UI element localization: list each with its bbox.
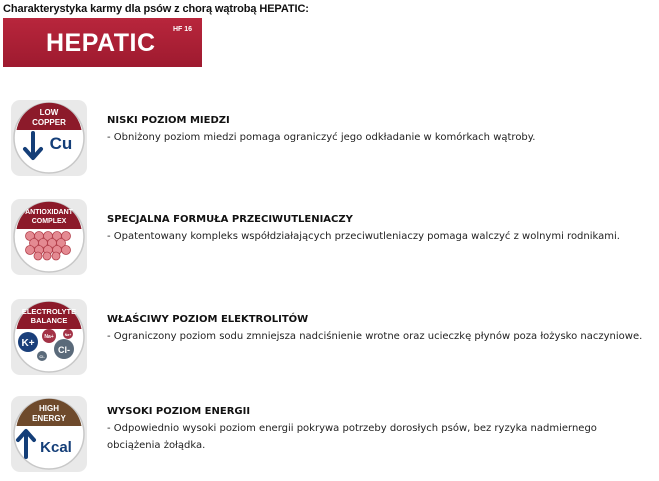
icon-label-bottom: ENERGY [32,414,66,423]
electrolyte-balance-icon [8,296,90,378]
feature-description: - Opatentowany kompleks współdziałających przeciwutleniaczy pomaga walczyć z wolnymi rodnikami. [107,231,620,242]
hepatic-banner [3,18,202,67]
feature-description: - Ograniczony poziom sodu zmniejsza nadciśnienie wrotne oraz ucieczkę płynów poza łożysko naczyniowe. [107,331,643,342]
icon-label-top: ELECTROLYTE [21,307,77,316]
high-energy-icon [8,393,90,475]
icon-ion-cl: Cl- [58,345,70,355]
feature-title: SPECJALNA FORMUŁA PRZECIWUTLENIACZY [107,214,353,225]
icon-ion-na: Na+ [44,334,54,340]
icon-label-bottom: COPPER [32,118,66,127]
icon-label-bottom: BALANCE [30,316,68,325]
icon-symbol: Kcal [40,439,72,456]
feature-title: WŁAŚCIWY POZIOM ELEKTROLITÓW [107,314,309,325]
feature-title: NISKI POZIOM MIEDZI [107,115,230,126]
feature-description: - Obniżony poziom miedzi pomaga ograniczyć jego odkładanie w komórkach wątroby. [107,132,536,143]
antioxidant-complex-icon [8,196,90,278]
icon-ion-na-small: Na+ [64,333,72,337]
banner-title: HEPATIC [46,29,156,57]
feature-description: - Odpowiednio wysoki poziom energii pokrywa potrzeby dorosłych psów, bez ryzyka nadmiernego obciążenia żołądka. [107,423,597,451]
feature-title: WYSOKI POZIOM ENERGII [107,406,251,417]
icon-ion-cl-small: Cl- [39,354,45,359]
low-copper-icon [8,97,90,179]
icon-symbol: Cu [49,134,73,153]
icon-ion-k: K+ [21,338,35,349]
icon-label-top: HIGH [39,404,59,413]
icon-label-top: LOW [39,108,59,117]
page-heading: Charakterystyka karmy dla psów z chorą wątrobą HEPATIC: [3,3,309,15]
icon-label-bottom: COMPLEX [31,218,67,225]
banner-code: HF 16 [173,26,193,33]
icon-label-top: ANTIOXIDANT [25,209,73,216]
